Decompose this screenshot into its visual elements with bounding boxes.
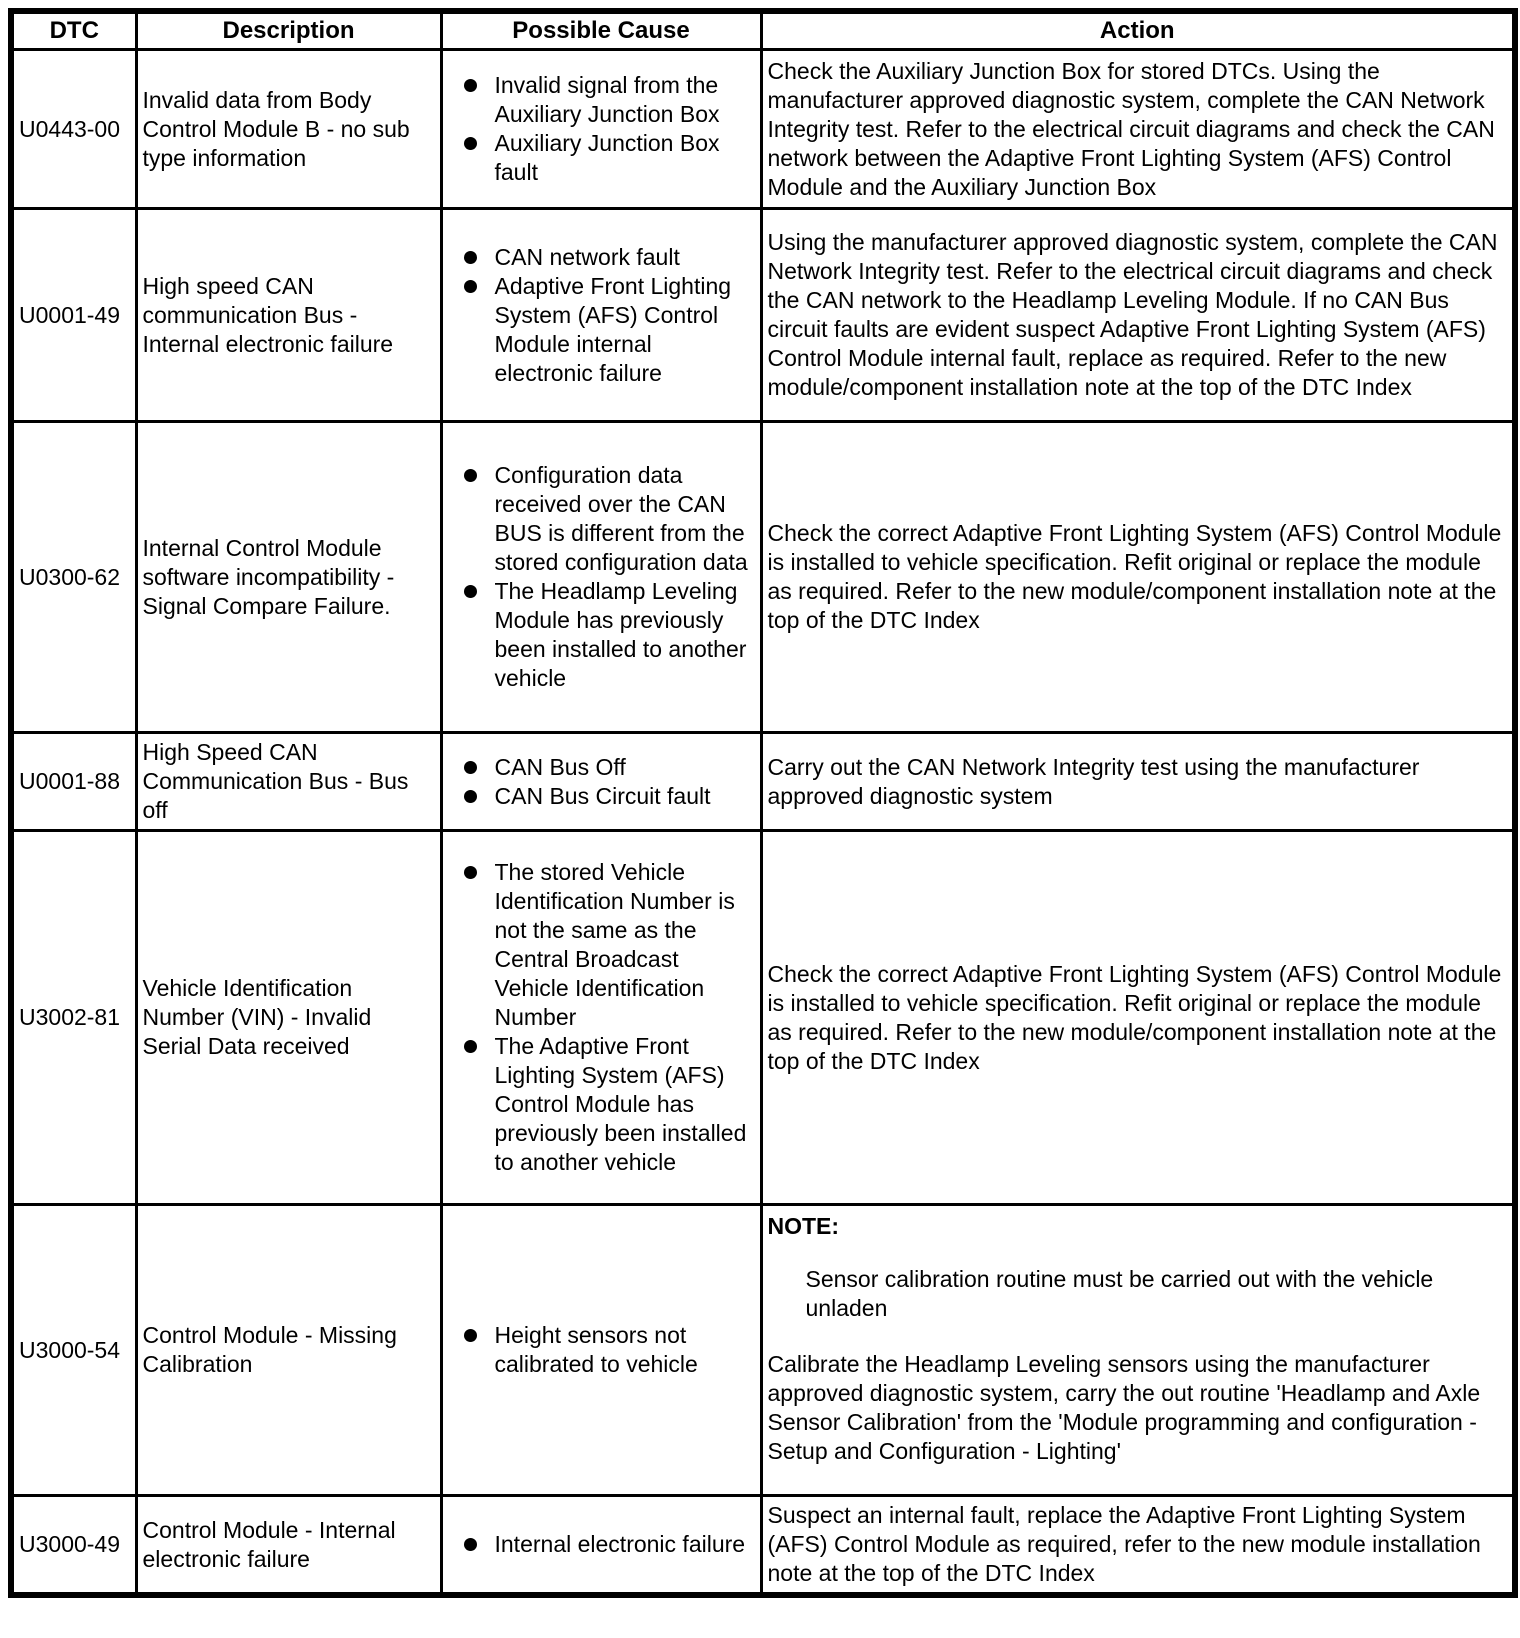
table-row xyxy=(11,1496,1515,1596)
table-row xyxy=(11,50,1515,209)
column-header-possible-cause: Possible Cause xyxy=(441,11,761,50)
cause-list xyxy=(443,71,756,187)
cause-item: The stored Vehicle Identification Number is not the same as the Central Broadcast Vehicle Identification Number xyxy=(443,858,756,1032)
dtc-description: Vehicle Identification Number (VIN) - Invalid Serial Data received xyxy=(136,831,441,1205)
table-row xyxy=(11,1205,1515,1496)
action-text: Carry out the CAN Network Integrity test using the manufacturer approved diagnostic system xyxy=(761,733,1515,831)
dtc-description: High Speed CAN Communication Bus - Bus off xyxy=(136,733,441,831)
cause-item: Auxiliary Junction Box fault xyxy=(443,129,756,187)
dtc-index-table xyxy=(8,8,1518,1598)
action-cell xyxy=(761,1205,1515,1496)
note-label: NOTE: xyxy=(767,1213,840,1239)
possible-cause-cell xyxy=(441,1205,761,1496)
action-text: Check the correct Adaptive Front Lighting System (AFS) Control Module is installed to vehicle specification. Refit original or replace the module as required. Refer to the new module/component installation note at the top of the DTC Index xyxy=(761,422,1515,733)
table-row xyxy=(11,209,1515,422)
cause-item: Configuration data received over the CAN BUS is different from the stored configuration data xyxy=(443,461,756,577)
dtc-description: Invalid data from Body Control Module B - no sub type information xyxy=(136,50,441,209)
cause-list xyxy=(443,461,756,693)
dtc-code: U0001-88 xyxy=(11,733,136,831)
dtc-code: U3002-81 xyxy=(11,831,136,1205)
action-text: Suspect an internal fault, replace the Adaptive Front Lighting System (AFS) Control Module as required, refer to the new module installation note at the top of the DTC Index xyxy=(761,1496,1515,1596)
possible-cause-cell xyxy=(441,50,761,209)
column-header-action: Action xyxy=(761,11,1515,50)
cause-list xyxy=(443,753,756,811)
action-text: Calibrate the Headlamp Leveling sensors using the manufacturer approved diagnostic system, carry the out routine 'Headlamp and Axle Sensor Calibration' from the 'Module programming and configuration - Setup and Configuration - Lighting' xyxy=(767,1351,1481,1464)
action-text: Check the correct Adaptive Front Lighting System (AFS) Control Module is installed to vehicle specification. Refit original or replace the module as required. Refer to the new module/component installation note at the top of the DTC Index xyxy=(761,831,1515,1205)
table-row xyxy=(11,422,1515,733)
dtc-code: U3000-49 xyxy=(11,1496,136,1596)
dtc-description: Internal Control Module software incompatibility - Signal Compare Failure. xyxy=(136,422,441,733)
column-header-dtc: DTC xyxy=(11,11,136,50)
possible-cause-cell xyxy=(441,1496,761,1596)
dtc-code: U0300-62 xyxy=(11,422,136,733)
table-row xyxy=(11,831,1515,1205)
action-text: Using the manufacturer approved diagnostic system, complete the CAN Network Integrity test. Refer to the electrical circuit diagrams and check the CAN network to the Headlamp Leveling Module. If no CAN Bus circuit faults are evident suspect Adaptive Front Lighting System (AFS) Control Module internal fault, replace as required. Refer to the new module/component installation note at the top of the DTC Index xyxy=(761,209,1515,422)
cause-item: Internal electronic failure xyxy=(443,1530,756,1559)
cause-item: CAN network fault xyxy=(443,243,756,272)
cause-item: CAN Bus Off xyxy=(443,753,756,782)
dtc-description: Control Module - Internal electronic failure xyxy=(136,1496,441,1596)
possible-cause-cell xyxy=(441,831,761,1205)
dtc-code: U0443-00 xyxy=(11,50,136,209)
cause-item: The Headlamp Leveling Module has previously been installed to another vehicle xyxy=(443,577,756,693)
possible-cause-cell xyxy=(441,209,761,422)
cause-list xyxy=(443,858,756,1177)
header-row xyxy=(11,11,1515,50)
cause-list xyxy=(443,1530,756,1559)
cause-item: CAN Bus Circuit fault xyxy=(443,782,756,811)
dtc-code: U0001-49 xyxy=(11,209,136,422)
dtc-description: High speed CAN communication Bus - Internal electronic failure xyxy=(136,209,441,422)
cause-item: Adaptive Front Lighting System (AFS) Control Module internal electronic failure xyxy=(443,272,756,388)
possible-cause-cell xyxy=(441,422,761,733)
cause-item: Height sensors not calibrated to vehicle xyxy=(443,1321,756,1379)
possible-cause-cell xyxy=(441,733,761,831)
cause-item: Invalid signal from the Auxiliary Junction Box xyxy=(443,71,756,129)
dtc-code: U3000-54 xyxy=(11,1205,136,1496)
cause-item: The Adaptive Front Lighting System (AFS) Control Module has previously been installed to another vehicle xyxy=(443,1032,756,1177)
action-text: Check the Auxiliary Junction Box for stored DTCs. Using the manufacturer approved diagnostic system, complete the CAN Network Integrity test. Refer to the electrical circuit diagrams and check the CAN network between the Adaptive Front Lighting System (AFS) Control Module and the Auxiliary Junction Box xyxy=(761,50,1515,209)
note-text: Sensor calibration routine must be carried out with the vehicle unladen xyxy=(805,1266,1434,1321)
dtc-description: Control Module - Missing Calibration xyxy=(136,1205,441,1496)
cause-list xyxy=(443,1321,756,1379)
cause-list xyxy=(443,243,756,388)
table-row xyxy=(11,733,1515,831)
column-header-description: Description xyxy=(136,11,441,50)
